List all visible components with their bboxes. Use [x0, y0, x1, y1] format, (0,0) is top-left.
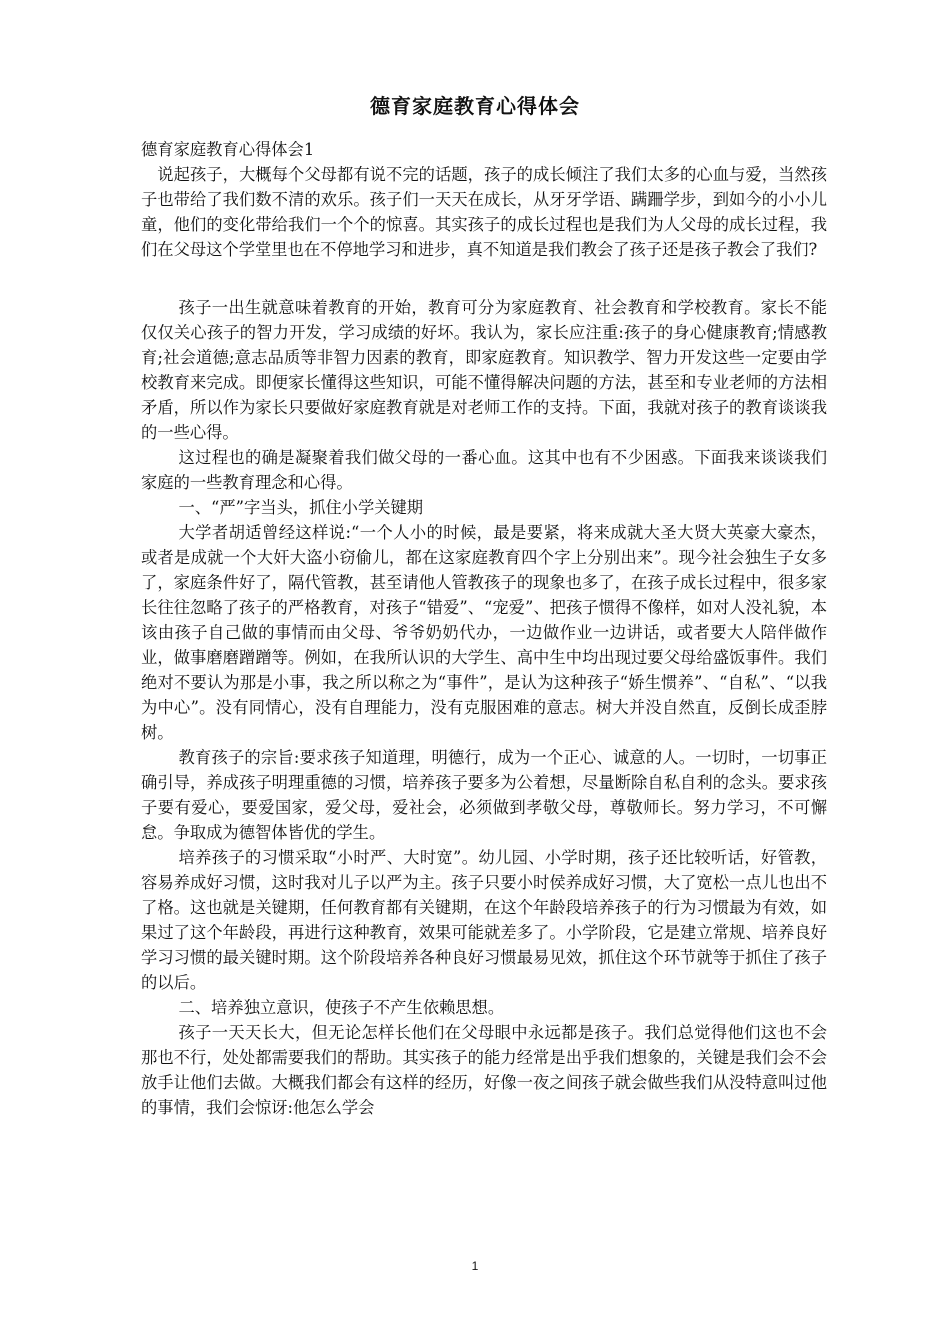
paragraph: 培养孩子的习惯采取“小时严、大时宽”。幼儿园、小学时期，孩子还比较听话，好管教，容易养成好习惯，这时我对儿子以严为主。孩子只要小时侯养成好习惯，大了宽松一点儿也出不了格。这也就是关键期，任何教育都有关键期，在这个年龄段培养孩子的行为习惯最为有效，如果过了这个年龄段，再进行这种教育，效果可能就差多了。小学阶段，它是建立常规、培养良好学习习惯的最关键时期。这个阶段培养各种良好习惯最易见效，抓住这个环节就等于抓住了孩子的以后。 — [141, 848, 827, 992]
paragraph: 说起孩子，大概每个父母都有说不完的话题，孩子的成长倾注了我们太多的心血与爱，当然孩子也带给了我们数不清的欢乐。孩子们一天天在成长，从牙牙学语、蹒跚学步，到如今的小小儿童，他们的变化带给我们一个个的惊喜。其实孩子的成长过程也是我们为人父母的成长过程，我们在父母这个学堂里也在不停地学习和进步，真不知道是我们教会了孩子还是孩子教会了我们? — [141, 165, 827, 259]
paragraph: 教育孩子的宗旨:要求孩子知道理，明德行，成为一个正心、诚意的人。一切时，一切事正确引导，养成孩子明理重德的习惯，培养孩子要多为公着想，尽量断除自私自利的念头。要求孩子要有爱心，要爱国家，爱父母，爱社会，必须做到孝敬父母，尊敬师长。努力学习，不可懈怠。争取成为德智体皆优的学生。 — [141, 748, 827, 842]
paragraph-gap — [141, 262, 827, 295]
document-body — [141, 137, 827, 1120]
page-number: 1 — [471, 1259, 479, 1273]
document-title: 德育家庭教育心得体会 — [370, 94, 580, 118]
section-heading: 一、“严”字当头，抓住小学关键期 — [178, 498, 424, 517]
paragraph: 孩子一天天长大，但无论怎样长他们在父母眼中永远都是孩子。我们总觉得他们这也不会那也不行，处处都需要我们的帮助。其实孩子的能力经常是出乎我们想象的，关键是我们会不会放手让他们去做。大概我们都会有这样的经历，好像一夜之间孩子就会做些我们从没特意叫过他的事情，我们会惊讶:他怎么学会 — [141, 1023, 827, 1117]
section-heading: 二、培养独立意识，使孩子不产生依赖思想。 — [178, 998, 505, 1017]
paragraph: 大学者胡适曾经这样说:“一个人小的时候，最是要紧，将来成就大圣大贤大英豪大豪杰，或者是成就一个大奸大盗小窃偷儿，都在这家庭教育四个字上分别出来”。现今社会独生子女多了，家庭条件好了，隔代管教，甚至请他人管教孩子的现象也多了，在孩子成长过程中，很多家长往往忽略了孩子的严格教育，对孩子“错爱”、“宠爱”、把孩子惯得不像样，如对人没礼貌，本该由孩子自己做的事情而由父母、爷爷奶奶代办，一边做作业一边讲话，或者要大人陪伴做作业，做事磨磨蹭蹭等。例如，在我所认识的大学生、高中生中均出现过要父母给盛饭事件。我们绝对不要认为那是小事，我之所以称之为“事件”，是认为这种孩子“娇生惯养”、“自私”、“以我为中心”。没有同情心，没有自理能力，没有克服困难的意志。树大并没自然直，反倒长成歪脖树。 — [141, 523, 827, 742]
section-subtitle: 德育家庭教育心得体会1 — [141, 140, 315, 159]
paragraph: 孩子一出生就意味着教育的开始，教育可分为家庭教育、社会教育和学校教育。家长不能仅仅关心孩子的智力开发，学习成绩的好坏。我认为，家长应注重:孩子的身心健康教育;情感教育;社会道德;意志品质等非智力因素的教育，即家庭教育。知识教学、智力开发这些一定要由学校教育来完成。即便家长懂得这些知识，可能不懂得解决问题的方法，甚至和专业老师的方法相矛盾，所以作为家长只要做好家庭教育就是对老师工作的支持。下面，我就对孩子的教育谈谈我的一些心得。 — [141, 298, 827, 442]
paragraph: 这过程也的确是凝聚着我们做父母的一番心血。这其中也有不少困惑。下面我来谈谈我们家庭的一些教育理念和心得。 — [141, 448, 827, 492]
